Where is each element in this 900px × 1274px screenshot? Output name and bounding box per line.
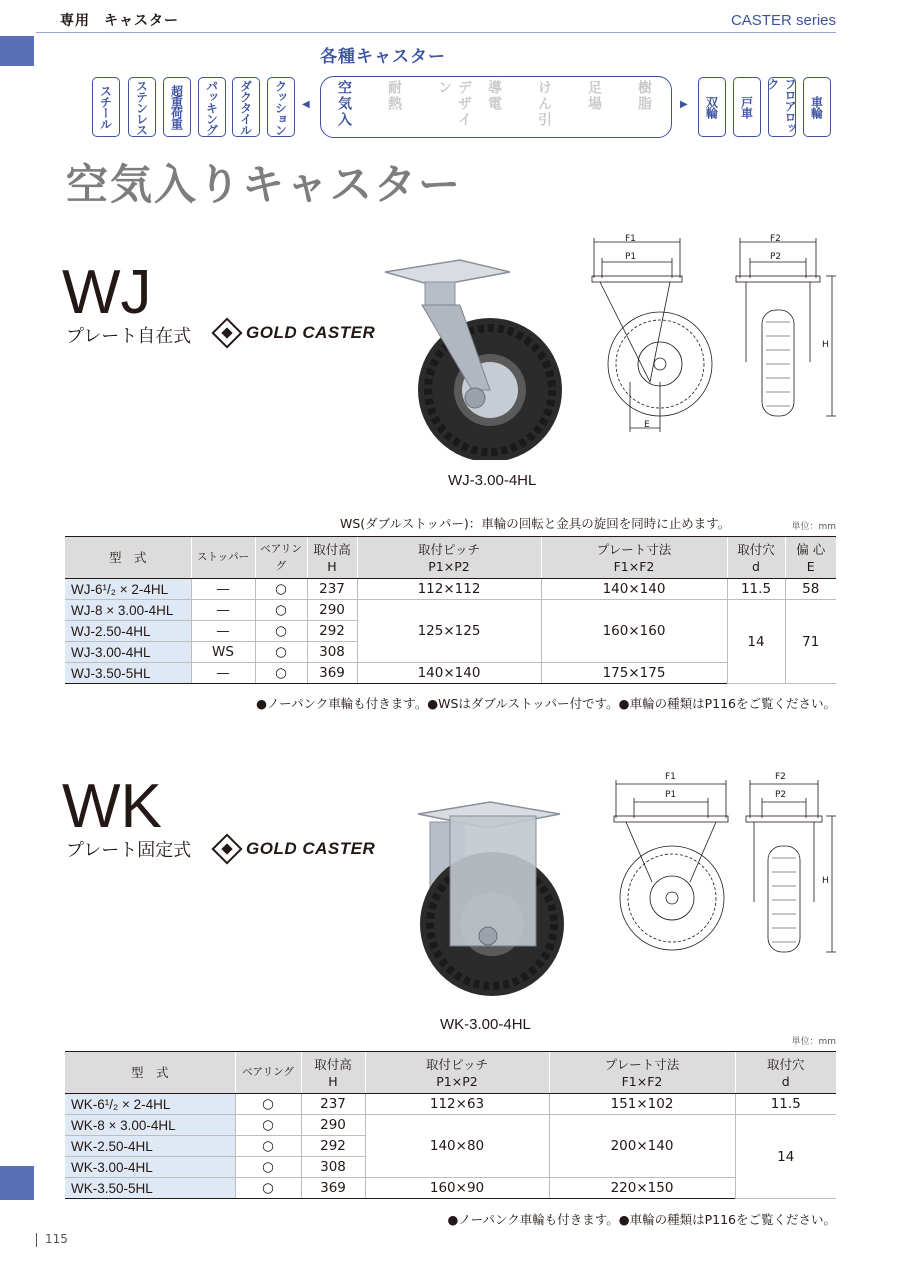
wj-col-pitch: 取付ピッチ P1×P2 [357,537,541,579]
wj-unit: 単位：mm [791,522,836,532]
wk-label-h: H [822,876,829,886]
wj-hole-cell: 11.5 [727,579,785,600]
tab-wheel[interactable]: 車輪 [803,77,831,137]
wj-offset-cell: 58 [785,579,836,600]
table-row [65,1178,836,1199]
wk-label-f1: F1 [665,772,676,782]
wj-pitch-cell: 125×125 [357,600,541,663]
tab-cushion[interactable]: クッション [267,77,295,137]
tab-resin[interactable]: 樹脂 [636,80,652,112]
header-left-1: 専用 [60,13,90,29]
tab-ductile[interactable]: ダクタイル [232,77,260,137]
wj-label-f1: F1 [625,234,636,244]
wj-plate-cell: 175×175 [541,663,727,684]
wj-plate-cell: 160×160 [541,600,727,663]
wj-bearing-cell: ○ [255,621,307,642]
wj-subtype: プレート自在式 [66,326,192,347]
arrow-left-icon: ◀ [302,99,310,110]
wj-label-p2: P2 [770,252,782,262]
wk-model-cell: WK-3.00-4HL [65,1157,235,1178]
wk-caster-photo [410,796,590,1006]
wj-hole-cell: 14 [727,600,785,684]
header-left [60,10,193,30]
wj-col-bearing: ベアリング [255,537,307,579]
wj-height-cell: 308 [307,642,357,663]
arrow-right-icon: ▶ [680,99,688,110]
tab-stainless[interactable]: ステンレス [128,77,156,137]
wk-height-cell: 308 [301,1157,365,1178]
wj-stopper-cell: — [191,579,255,600]
wk-col-plate: プレート寸法 F1×F2 [549,1052,735,1094]
wk-plate-cell: 200×140 [549,1115,735,1178]
wk-model-cell: WK-2.50-4HL [65,1136,235,1157]
table-row [65,1115,836,1136]
tab-conductive[interactable]: 導電 [486,80,502,112]
table-row [65,1094,836,1115]
tab-steel[interactable]: スチール [92,77,120,137]
table-row [65,579,836,600]
wj-height-cell: 369 [307,663,357,684]
wk-unit: 単位：mm [791,1037,836,1047]
wk-col-height: 取付高 H [301,1052,365,1094]
wk-brand-text: GOLD CASTER [246,839,376,858]
tab-design[interactable]: デザイン [436,80,472,128]
wj-col-model [65,537,191,579]
wj-pitch-cell: 112×112 [357,579,541,600]
wk-plate-cell: 220×150 [549,1178,735,1199]
wj-stopper-cell: — [191,663,255,684]
wk-model-cell: WK-6¹/₂ × 2-4HL [65,1094,235,1115]
wj-stopper-cell: — [191,621,255,642]
header-rule [36,32,836,33]
wj-model-cell: WJ-3.00-4HL [65,642,191,663]
wk-model-cell: WK-3.50-5HL [65,1178,235,1199]
wj-brand-logo [216,322,375,344]
header-left-2: キャスター [104,13,179,29]
wj-photo-caption: WJ-3.00-4HL [448,472,537,489]
wk-dimension-drawing [612,772,842,982]
wj-label-e: E [644,420,650,430]
wk-model-title: WK [62,772,162,841]
tab-scaffold[interactable]: 足場 [586,80,602,112]
wk-bearing-cell: ○ [235,1178,301,1199]
wk-plate-cell: 151×102 [549,1094,735,1115]
tab-twin[interactable]: 双輪 [698,77,726,137]
wk-pitch-cell: 140×80 [365,1115,549,1178]
wk-height-cell: 369 [301,1178,365,1199]
wk-hole-cell: 14 [735,1115,836,1199]
wk-bearing-cell: ○ [235,1136,301,1157]
wk-bearing-cell: ○ [235,1157,301,1178]
wj-bearing-cell: ○ [255,600,307,621]
wk-height-cell: 292 [301,1136,365,1157]
wj-model-cell: WJ-3.50-5HL [65,663,191,684]
page-title: 空気入りキャスター [66,160,463,209]
tab-heat[interactable]: 耐熱 [386,80,402,112]
side-tab-top [0,36,34,66]
wk-spec-table [65,1051,836,1199]
side-tab-bottom [0,1166,34,1200]
wk-col-bearing: ベアリング [235,1052,301,1094]
series-title: CASTER series [730,12,836,29]
wj-plate-cell: 140×140 [541,579,727,600]
wk-col-hole: 取付穴 d [735,1052,836,1094]
wj-col-offset: 偏 心 E [785,537,836,579]
wk-pitch-cell: 112×63 [365,1094,549,1115]
wj-height-cell: 290 [307,600,357,621]
gold-caster-logo-icon [211,317,242,348]
wk-subtype: プレート固定式 [66,840,192,861]
wk-photo-caption: WK-3.00-4HL [440,1016,531,1033]
wk-label-f2: F2 [775,772,786,782]
wj-col-plate: プレート寸法 F1×F2 [541,537,727,579]
wj-spec-table [65,536,836,684]
wk-col-model: 型 式 [65,1052,235,1094]
wk-bearing-cell: ○ [235,1094,301,1115]
wj-model-cell: WJ-2.50-4HL [65,621,191,642]
wj-stopper-cell: — [191,600,255,621]
wj-model-cell: WJ-8 × 3.00-4HL [65,600,191,621]
wj-bearing-cell: ○ [255,642,307,663]
wk-bearing-cell: ○ [235,1115,301,1136]
wj-height-cell: 237 [307,579,357,600]
wj-label-f2: F2 [770,234,781,244]
wk-brand-logo [216,838,375,860]
wk-label-p1: P1 [665,790,677,800]
wj-pitch-cell: 140×140 [357,663,541,684]
tab-packing[interactable]: パッキング [198,77,226,137]
tab-floorlock[interactable]: フロアロック [768,77,796,137]
wj-stopper-cell: WS [191,642,255,663]
wj-label-p1: P1 [625,252,637,262]
wj-bearing-cell: ○ [255,579,307,600]
wj-bearing-cell: ○ [255,663,307,684]
category-title: 各種キャスター [320,47,446,67]
tab-towing[interactable]: けん引 [536,80,552,128]
wj-height-cell: 292 [307,621,357,642]
wj-model-cell: WJ-6¹/₂ × 2-4HL [65,579,191,600]
wj-model-title: WJ [62,258,152,327]
page-number: 115 [36,1232,68,1247]
wk-hole-cell: 11.5 [735,1094,836,1115]
table-row [65,663,836,684]
wk-height-cell: 290 [301,1115,365,1136]
tab-pneumatic[interactable]: 空気入 [336,80,352,128]
tab-door[interactable]: 戸車 [733,77,761,137]
tab-heavy[interactable]: 超重荷重 [163,77,191,137]
wj-brand-text: GOLD CASTER [246,323,376,342]
wj-ws-note: WS(ダブルストッパー)：車輪の回転と金具の旋回を同時に止めます。 [340,516,731,531]
wj-caster-photo [380,250,580,460]
wj-col-height: 取付高 H [307,537,357,579]
wj-label-h: H [822,340,829,350]
wj-offset-cell: 71 [785,600,836,684]
wk-pitch-cell: 160×90 [365,1178,549,1199]
wj-dimension-drawing [590,232,840,442]
wk-label-p2: P2 [775,790,787,800]
wk-col-pitch: 取付ピッチ P1×P2 [365,1052,549,1094]
wj-col-hole: 取付穴 d [727,537,785,579]
gold-caster-logo-icon [211,833,242,864]
wk-model-cell: WK-8 × 3.00-4HL [65,1115,235,1136]
table-row [65,600,836,621]
wj-col-stopper: ストッパー [191,537,255,579]
wk-height-cell: 237 [301,1094,365,1115]
wj-col-model-text: 型 式 [108,550,147,565]
wj-footnote: ●ノーパンク車輪も付きます。●WSはダブルストッパー付です。●車輪の種類はP116をご覧ください。 [256,696,836,711]
wk-footnote: ●ノーパンク車輪も付きます。●車輪の種類はP116をご覧ください。 [447,1212,836,1227]
